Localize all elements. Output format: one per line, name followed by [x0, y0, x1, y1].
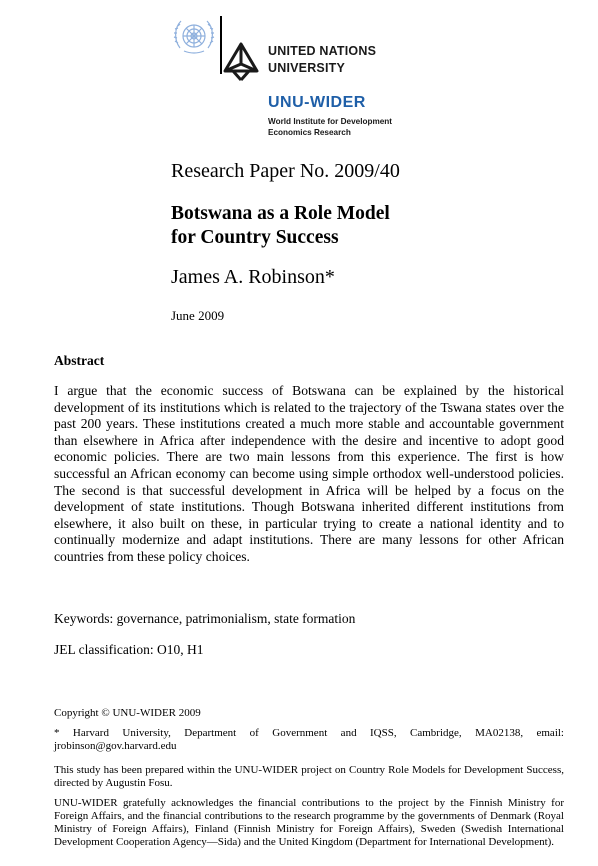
un-emblem-icon	[172, 16, 216, 56]
paper-author: James A. Robinson*	[171, 266, 335, 288]
copyright-note: Copyright © UNU-WIDER 2009	[54, 707, 201, 719]
wider-subtitle-line2: Economics Research	[268, 128, 351, 137]
acknowledgement-note: UNU-WIDER gratefully acknowledges the financial contributions to the project by the Finnish Ministry for Foreign Affairs, and the financial contributions to the research programme by the governments of Denmark (Royal Ministry of Foreign Affairs), Finland (Finnish Ministry for Foreign Affairs), Sweden (Swedish International Development Cooperation Agency—Sida) and the United Kingdom (Department for International Development).	[54, 797, 564, 848]
unu-logo-icon	[223, 42, 259, 82]
author-affiliation-footnote: * Harvard University, Department of Government and IQSS, Cambridge, MA02138, email: jrobinson@gov.harvard.edu	[54, 727, 564, 752]
jel-classification: JEL classification: O10, H1	[54, 642, 204, 657]
abstract-heading: Abstract	[54, 353, 105, 368]
paper-title	[171, 202, 390, 250]
unu-name-line2: UNIVERSITY	[268, 61, 346, 75]
wider-subtitle-line1: World Institute for Development	[268, 117, 393, 126]
unu-name-line1: UNITED NATIONS	[268, 44, 377, 58]
keywords: Keywords: governance, patrimonialism, state formation	[54, 611, 356, 626]
paper-series: Research Paper No. 2009/40	[171, 160, 400, 182]
wider-title: UNU-WIDER	[268, 94, 366, 111]
project-note: This study has been prepared within the UNU-WIDER project on Country Role Models for Development Success, directed by Augustin Fosu.	[54, 764, 564, 789]
logo-divider	[220, 16, 222, 74]
paper-date: June 2009	[171, 308, 225, 323]
abstract-text: I argue that the economic success of Botswana can be explained by the historical development of its institutions which is related to the trajectory of the Tswana states over the past 200 years. These institutions created a much more stable and accountable government than elsewhere in Africa after independence with the desire and incentive to adopt good economic policies. There are two main lessons from this experience. The first is how successful an African economy can become using simple orthodox well-understood policies. The second is that successful development in Africa will be helped by a focus on the development of state institutions. Though Botswana inherited different institutions from elsewhere, it also built on these, in particular trying to create a national identity and to continually modernize and adapt institutions. There are many lessons for other African countries from these policy choices.	[54, 383, 564, 564]
paper-title-line2: for Country Success	[171, 227, 339, 248]
paper-title-line1: Botswana as a Role Model	[171, 203, 390, 224]
